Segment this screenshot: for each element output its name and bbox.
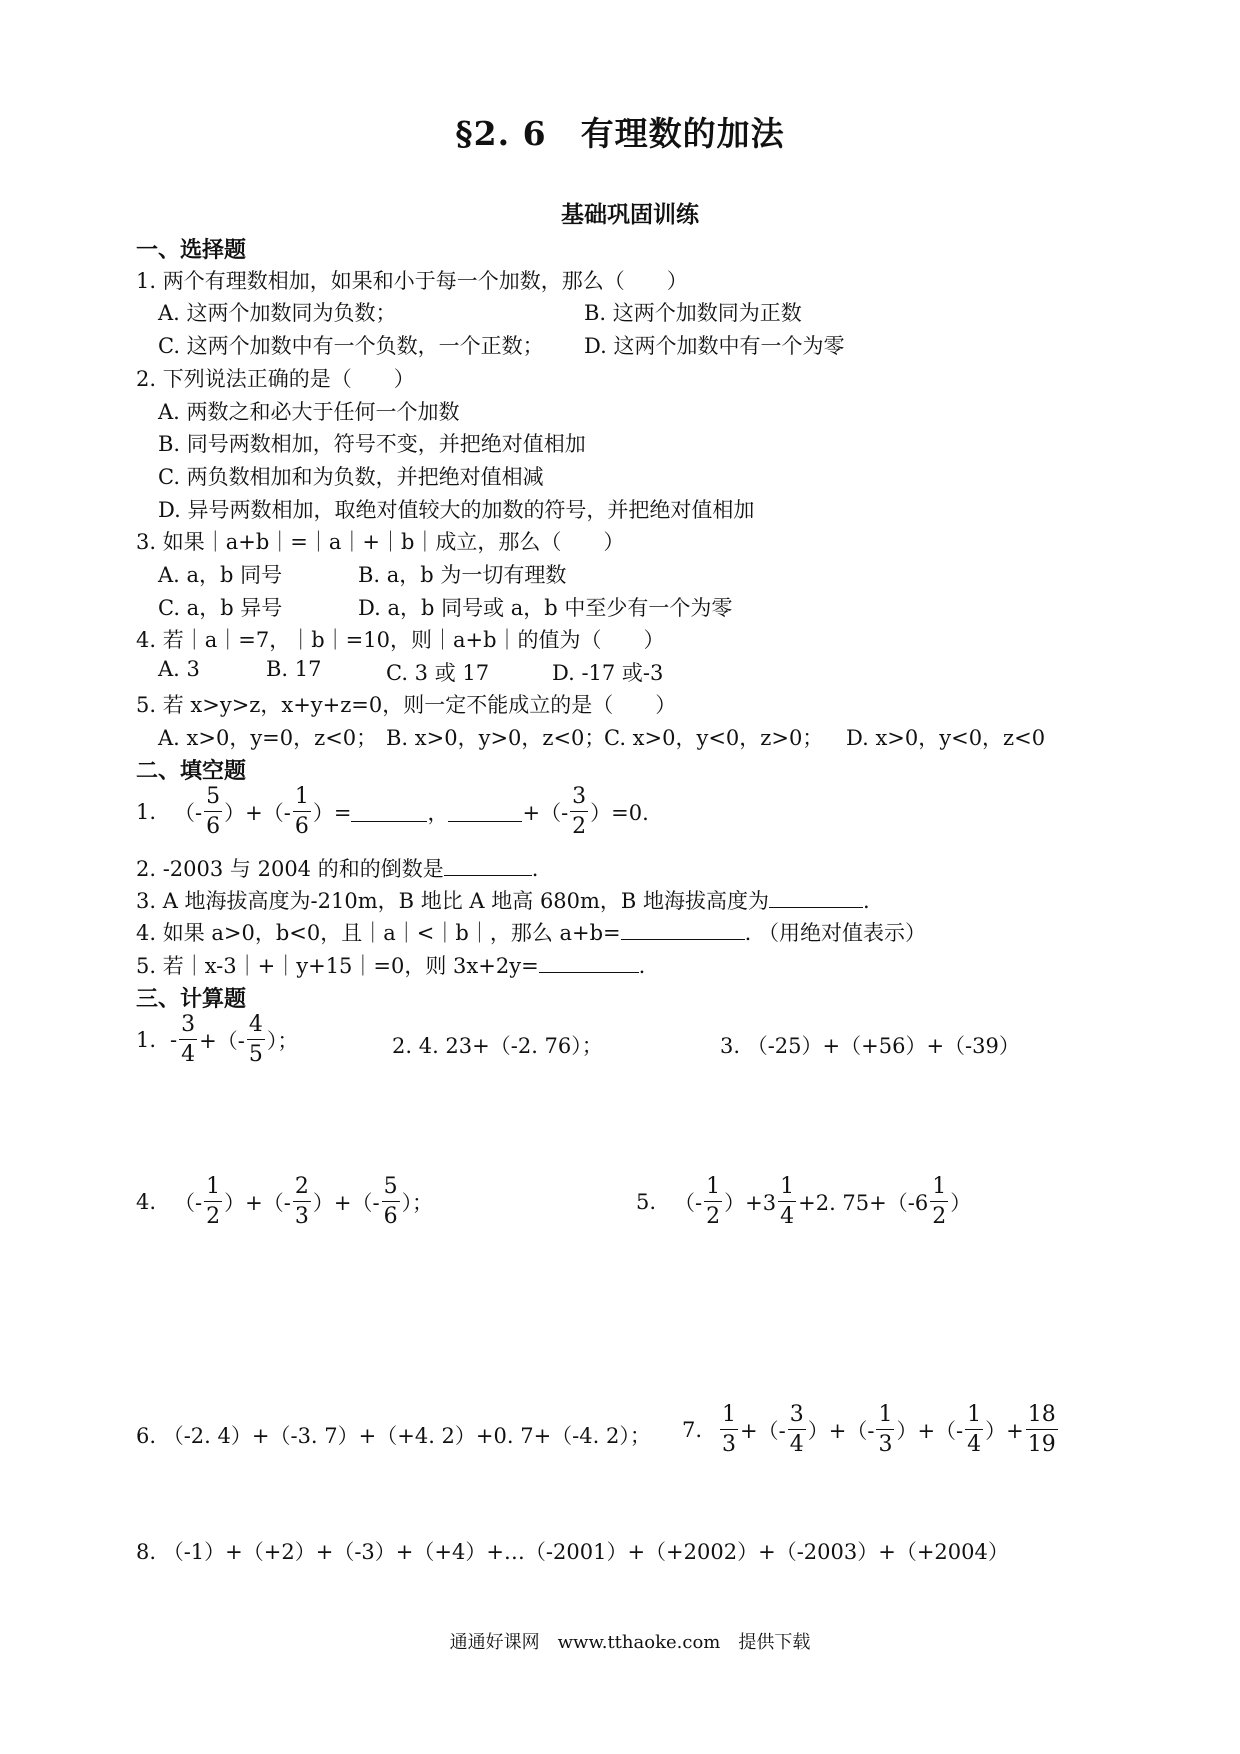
fraction-denominator: 2 bbox=[932, 1204, 947, 1229]
fill-q5 bbox=[136, 950, 645, 980]
calc-q2: 2. 4. 23+（-2. 76）； bbox=[392, 1034, 603, 1058]
answer-blank[interactable] bbox=[769, 889, 863, 908]
fraction-numerator: 3 bbox=[570, 786, 588, 812]
fill-q1 bbox=[136, 786, 649, 838]
calc-q4-label: 4. bbox=[136, 1190, 157, 1214]
choice-q5-stem: 5. 若 x>y>z，x+y+z=0，则一定不能成立的是（ ） bbox=[136, 693, 677, 717]
choice-q4-option-b: B. 17 bbox=[266, 657, 322, 681]
calc-q8: 8. （-1）+（+2）+（-3）+（+4）+…（-2001）+（+2002）+（-2003）+（+2004） bbox=[136, 1540, 1009, 1564]
choice-q2-stem: 2. 下列说法正确的是（ ） bbox=[136, 367, 415, 391]
calc-q1-minus: - bbox=[170, 1028, 178, 1052]
calc-q5-operator-2: +2. 75+（-6 bbox=[798, 1191, 929, 1215]
calc-q1-fraction-2 bbox=[247, 1014, 265, 1066]
fill-q1-tail: ）=0. bbox=[590, 801, 649, 825]
fraction-denominator: 2 bbox=[572, 814, 587, 839]
fraction-numerator: 2 bbox=[293, 1176, 311, 1202]
choice-q1-option-a: A. 这两个加数同为负数； bbox=[158, 301, 397, 325]
calc-q7 bbox=[682, 1404, 1060, 1456]
calc-q4 bbox=[136, 1176, 433, 1228]
fraction-denominator: 3 bbox=[878, 1432, 893, 1457]
choice-q2-option-a: A. 两数之和必大于任何一个加数 bbox=[158, 400, 460, 424]
fraction-denominator: 6 bbox=[206, 814, 221, 839]
fraction-denominator: 6 bbox=[383, 1204, 398, 1229]
fraction-numerator: 1 bbox=[778, 1176, 796, 1202]
fill-q1-comma: ， bbox=[427, 801, 449, 825]
fill-q3 bbox=[136, 885, 870, 915]
answer-blank[interactable] bbox=[621, 921, 745, 940]
calc-q1-label: 1. bbox=[136, 1028, 157, 1052]
fraction-numerator: 5 bbox=[382, 1176, 400, 1202]
fill-q5-text: 5. 若｜x-3｜+｜y+15｜=0，则 3x+2y= bbox=[136, 954, 539, 978]
fraction-numerator: 1 bbox=[965, 1404, 983, 1430]
section-heading-choice: 一、选择题 bbox=[136, 237, 247, 263]
fill-q1-operator: ）+（- bbox=[224, 801, 291, 825]
calc-q7-operator-3: ）+（- bbox=[896, 1419, 964, 1443]
fill-q1-equals: ）= bbox=[312, 801, 352, 825]
choice-q1-option-c: C. 这两个加数中有一个负数，一个正数； bbox=[158, 334, 544, 358]
section-subtitle: 基础巩固训练 bbox=[561, 201, 699, 228]
fraction-denominator: 3 bbox=[294, 1204, 309, 1229]
fill-q1-label: 1. bbox=[136, 800, 157, 824]
calc-q7-fraction-3 bbox=[876, 1404, 894, 1456]
fill-q5-end: . bbox=[638, 954, 646, 978]
choice-q3-option-c: C. a，b 异号 bbox=[158, 596, 283, 620]
answer-blank[interactable] bbox=[351, 803, 427, 822]
calc-q7-fraction-4 bbox=[965, 1404, 983, 1456]
fraction-denominator: 4 bbox=[789, 1432, 804, 1457]
answer-blank[interactable] bbox=[444, 857, 532, 876]
choice-q3-option-d: D. a，b 同号或 a，b 中至少有一个为零 bbox=[358, 596, 733, 620]
answer-blank[interactable] bbox=[448, 803, 522, 822]
fraction-denominator: 19 bbox=[1027, 1432, 1056, 1457]
calc-q4-operator-1: ）+（- bbox=[224, 1191, 291, 1215]
fill-q4-text: 4. 如果 a>0，b<0，且｜a｜<｜b｜，那么 a+b= bbox=[136, 921, 621, 945]
fill-q2 bbox=[136, 853, 538, 883]
calc-q7-fraction-2 bbox=[788, 1404, 806, 1456]
section-heading-calc: 三、计算题 bbox=[136, 986, 247, 1012]
fraction-numerator: 1 bbox=[720, 1404, 738, 1430]
fraction-denominator: 4 bbox=[967, 1432, 982, 1457]
fraction-numerator: 5 bbox=[204, 786, 222, 812]
choice-q1-stem: 1. 两个有理数相加，如果和小于每一个加数，那么（ ） bbox=[136, 269, 688, 293]
calc-q7-label: 7. bbox=[682, 1418, 703, 1442]
choice-q3-option-b: B. a，b 为一切有理数 bbox=[358, 563, 567, 587]
choice-q5-option-d: D. x>0，y<0，z<0 bbox=[846, 726, 1046, 750]
fill-q1-operator-2: +（- bbox=[522, 801, 569, 825]
calc-q4-fraction-2 bbox=[293, 1176, 311, 1228]
calc-q5-tail: ） bbox=[950, 1191, 972, 1215]
calc-q7-fraction-5 bbox=[1026, 1404, 1058, 1456]
calc-q7-operator-1: +（- bbox=[740, 1419, 786, 1443]
calc-q5-paren-open: （- bbox=[674, 1191, 703, 1215]
choice-q2-option-b: B. 同号两数相加，符号不变，并把绝对值相加 bbox=[158, 432, 586, 456]
calc-q5-fraction-1 bbox=[704, 1176, 722, 1228]
calc-q1-fraction-1 bbox=[179, 1014, 197, 1066]
choice-q4-option-a: A. 3 bbox=[158, 657, 200, 681]
fraction-numerator: 1 bbox=[204, 1176, 222, 1202]
fraction-numerator: 1 bbox=[293, 786, 311, 812]
fraction-numerator: 3 bbox=[179, 1014, 197, 1040]
calc-q7-fraction-1 bbox=[720, 1404, 738, 1456]
fraction-denominator: 4 bbox=[181, 1042, 196, 1067]
choice-q2-option-d: D. 异号两数相加，取绝对值较大的加数的符号，并把绝对值相加 bbox=[158, 498, 755, 522]
fill-q3-end: . bbox=[863, 889, 870, 913]
calc-q4-paren-open: （- bbox=[174, 1191, 203, 1215]
calc-q1 bbox=[136, 1014, 298, 1066]
answer-blank[interactable] bbox=[539, 954, 639, 973]
fraction-numerator: 1 bbox=[876, 1404, 894, 1430]
fraction-numerator: 18 bbox=[1026, 1404, 1058, 1430]
choice-q2-option-c: C. 两负数相加和为负数，并把绝对值相减 bbox=[158, 465, 544, 489]
calc-q4-fraction-1 bbox=[204, 1176, 222, 1228]
choice-q5-option-b: B. x>0，y>0，z<0； bbox=[386, 726, 606, 750]
calc-q5-fraction-3 bbox=[930, 1176, 948, 1228]
fill-q2-end: . bbox=[531, 857, 539, 881]
fraction-numerator: 1 bbox=[704, 1176, 722, 1202]
fraction-denominator: 4 bbox=[780, 1204, 795, 1229]
fraction-denominator: 2 bbox=[206, 1204, 221, 1229]
choice-q3-stem: 3. 如果｜a+b｜=｜a｜+｜b｜成立，那么（ ） bbox=[136, 530, 625, 554]
calc-q4-tail: ）； bbox=[401, 1191, 434, 1215]
calc-q4-fraction-3 bbox=[382, 1176, 400, 1228]
fill-q3-text: 3. A 地海拔高度为-210m，B 地比 A 地高 680m，B 地海拔高度为 bbox=[136, 889, 770, 913]
section-heading-fill: 二、填空题 bbox=[136, 758, 247, 784]
choice-q4-option-c: C. 3 或 17 bbox=[386, 661, 490, 685]
choice-q1-option-d: D. 这两个加数中有一个为零 bbox=[584, 334, 845, 358]
calc-q6: 6. （-2. 4）+（-3. 7）+（+4. 2）+0. 7+（-4. 2）； bbox=[136, 1424, 651, 1448]
choice-q3-option-a: A. a，b 同号 bbox=[158, 563, 283, 587]
choice-q5-option-a: A. x>0，y=0，z<0； bbox=[158, 726, 378, 750]
calc-q3: 3. （-25）+（+56）+（-39） bbox=[720, 1034, 1020, 1058]
fraction-denominator: 6 bbox=[294, 814, 309, 839]
fraction-denominator: 5 bbox=[248, 1042, 263, 1067]
choice-q1-option-b: B. 这两个加数同为正数 bbox=[584, 301, 802, 325]
calc-q5-label: 5. bbox=[636, 1190, 657, 1214]
calc-q7-operator-2: ）+（- bbox=[807, 1419, 875, 1443]
fraction-numerator: 1 bbox=[930, 1176, 948, 1202]
fill-q1-fraction-1 bbox=[204, 786, 222, 838]
calc-q5-operator-1: ）+3 bbox=[724, 1191, 777, 1215]
page-title: §2. 6 有理数的加法 bbox=[455, 114, 785, 153]
fill-q1-fraction-2 bbox=[293, 786, 311, 838]
choice-q5-option-c: C. x>0，y<0，z>0； bbox=[604, 726, 824, 750]
fill-q1-fraction-3 bbox=[570, 786, 588, 838]
fill-q1-paren-open: （- bbox=[174, 801, 203, 825]
calc-q5 bbox=[636, 1176, 971, 1228]
calc-q1-operator: +（- bbox=[199, 1029, 245, 1053]
fraction-denominator: 3 bbox=[722, 1432, 737, 1457]
fill-q2-text: 2. -2003 与 2004 的和的倒数是 bbox=[136, 857, 444, 881]
calc-q7-operator-4: ）+ bbox=[985, 1419, 1024, 1443]
calc-q1-tail: ）； bbox=[266, 1029, 299, 1053]
fraction-denominator: 2 bbox=[706, 1204, 721, 1229]
footer-credit: 通通好课网 www.tthaoke.com 提供下载 bbox=[449, 1632, 811, 1653]
fill-q4 bbox=[136, 917, 926, 947]
fraction-numerator: 4 bbox=[247, 1014, 265, 1040]
choice-q4-option-d: D. -17 或-3 bbox=[552, 661, 664, 685]
fraction-numerator: 3 bbox=[788, 1404, 806, 1430]
choice-q4-stem: 4. 若｜a｜=7，｜b｜=10，则｜a+b｜的值为（ ） bbox=[136, 628, 665, 652]
calc-q4-operator-2: ）+（- bbox=[312, 1191, 380, 1215]
fill-q4-end: . （用绝对值表示） bbox=[744, 921, 927, 945]
calc-q5-fraction-2 bbox=[778, 1176, 796, 1228]
